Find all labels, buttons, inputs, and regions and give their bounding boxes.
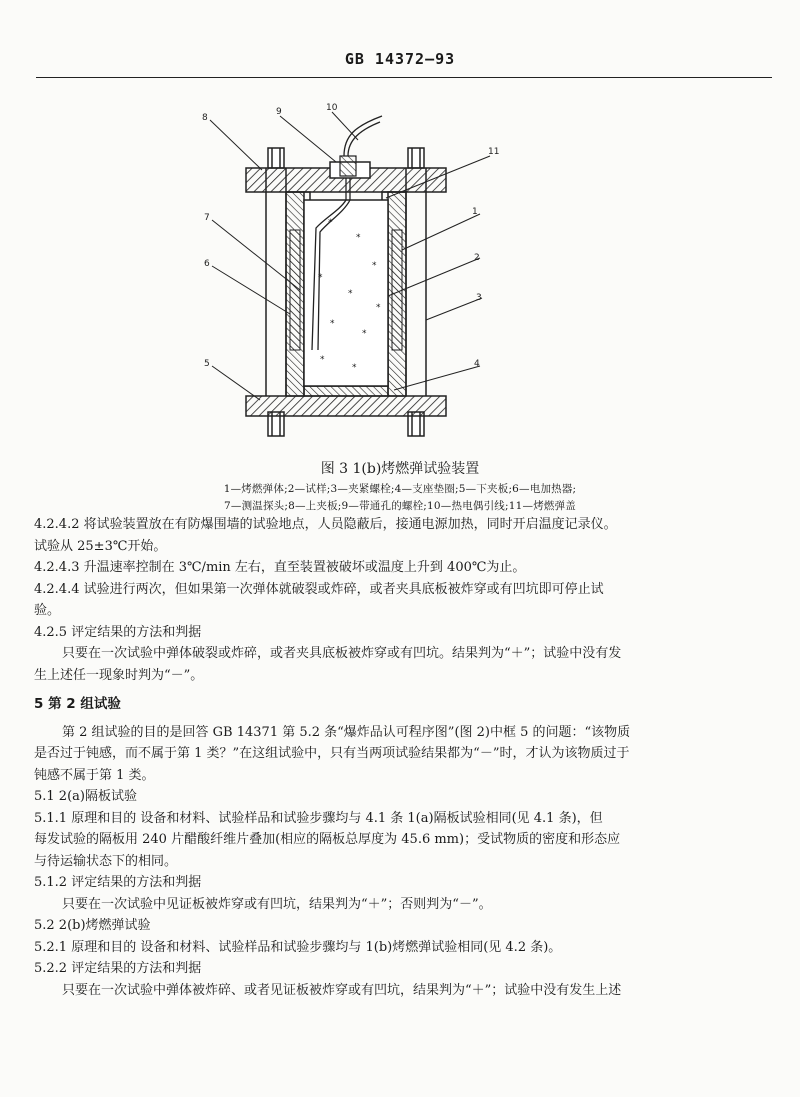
text-line: 4.2.4.2 将试验装置放在有防爆围墙的试验地点，人员隐蔽后，接通电源加热，同时开启温度记录仪。 bbox=[34, 517, 617, 532]
page-header: GB 14372—93 bbox=[344, 50, 456, 68]
figure-caption: 图 3 1(b)烤燃弹试验装置 bbox=[320, 461, 480, 477]
figure-legend-line-2: 7—测温探头;8—上夹板;9—带通孔的螺栓;10—热电偶引线;11—烤燃弹盖 bbox=[223, 500, 576, 512]
text-line: 只要在一次试验中弹体被炸碎、或者见证板被炸穿或有凹坑，结果判为“＋”；试验中没有发生上述 bbox=[62, 982, 622, 998]
text-line: 第 2 组试验的目的是回答 GB 14371 第 5.2 条“爆炸品认可程序图”(图 2)中框 5 的问题：“该物质 bbox=[62, 724, 631, 740]
section-heading: 5.1 2(a)隔板试验 bbox=[34, 789, 137, 804]
text-line: 只要在一次试验中见证板被炸穿或有凹坑，结果判为“＋”；否则判为“－”。 bbox=[62, 896, 492, 912]
svg-text:*: * bbox=[320, 355, 325, 365]
svg-text:*: * bbox=[376, 303, 381, 313]
svg-text:*: * bbox=[372, 261, 377, 271]
text-line: 钝感不属于第 1 类。 bbox=[34, 767, 155, 783]
callout-8: 8 bbox=[202, 113, 208, 123]
callout-9: 9 bbox=[276, 107, 282, 117]
section-heading: 5.1.2 评定结果的方法和判据 bbox=[34, 875, 202, 890]
chapter-heading: 5 第 2 组试验 bbox=[34, 696, 121, 712]
text-line: 5.2.1 原理和目的 设备和材料、试验样品和试验步骤均与 1(b)烤燃弹试验相同(见 4.2 条)。 bbox=[34, 939, 562, 955]
text-line: 每发试验的隔板用 240 片醋酸纤维片叠加(相应的隔板总厚度为 45.6 mm)；受试物质的密度和形态应 bbox=[34, 832, 621, 847]
text-line: 与待运输状态下的相同。 bbox=[34, 853, 178, 869]
text-line: 试验从 25±3℃开始。 bbox=[34, 538, 167, 554]
text-line: 4.2.4.4 试验进行两次，但如果第一次弹体就破裂或炸碎，或者夹具底板被炸穿或有凹坑即可停止试 bbox=[34, 581, 604, 597]
callout-4: 4 bbox=[474, 359, 480, 369]
text-line: 4.2.4.3 升温速率控制在 3℃/min 左右，直至装置被破坏或温度上升到 400℃为止。 bbox=[34, 560, 526, 575]
body-text bbox=[34, 514, 774, 1001]
bomb-body bbox=[286, 192, 406, 396]
text-line: 5.1.1 原理和目的 设备和材料、试验样品和试验步骤均与 4.1 条 1(a)隔板试验相同(见 4.1 条)，但 bbox=[34, 810, 603, 826]
figure-3-apparatus bbox=[150, 100, 650, 450]
header-rule bbox=[36, 77, 772, 78]
callout-11: 11 bbox=[488, 147, 500, 157]
svg-text:*: * bbox=[328, 218, 333, 228]
section-heading: 5.2 2(b)烤燃弹试验 bbox=[34, 918, 151, 933]
callout-7: 7 bbox=[204, 213, 210, 223]
svg-text:*: * bbox=[356, 233, 361, 243]
section-heading: 5.2.2 评定结果的方法和判据 bbox=[34, 961, 202, 976]
callout-6: 6 bbox=[204, 259, 210, 269]
text-line: 生上述任一现象时判为“－”。 bbox=[34, 667, 204, 683]
svg-text:*: * bbox=[330, 319, 335, 329]
callout-1: 1 bbox=[472, 207, 478, 217]
text-line: 验。 bbox=[34, 603, 61, 618]
callout-2: 2 bbox=[474, 253, 480, 263]
apparatus-diagram bbox=[150, 100, 650, 450]
svg-text:*: * bbox=[362, 329, 367, 339]
callout-3: 3 bbox=[476, 293, 482, 303]
text-line: 只要在一次试验中弹体破裂或炸碎，或者夹具底板被炸穿或有凹坑。结果判为“＋”；试验中没有发 bbox=[62, 646, 622, 661]
text-line: 是否过于钝感，而不属于第 1 类？”在这组试验中，只有当两项试验结果都为“－”时，才认为该物质过于 bbox=[34, 746, 630, 761]
svg-text:*: * bbox=[348, 289, 353, 299]
callout-10: 10 bbox=[326, 103, 338, 113]
callout-5: 5 bbox=[204, 359, 210, 369]
svg-text:*: * bbox=[318, 273, 323, 283]
figure-legend-line-1: 1—烤燃弹体;2—试样;3—夹紧螺栓;4—支座垫圈;5—下夹板;6—电加热器; bbox=[223, 483, 577, 495]
lower-clamp-plate bbox=[246, 396, 446, 416]
section-heading: 4.2.5 评定结果的方法和判据 bbox=[34, 624, 202, 640]
svg-text:*: * bbox=[352, 363, 357, 373]
